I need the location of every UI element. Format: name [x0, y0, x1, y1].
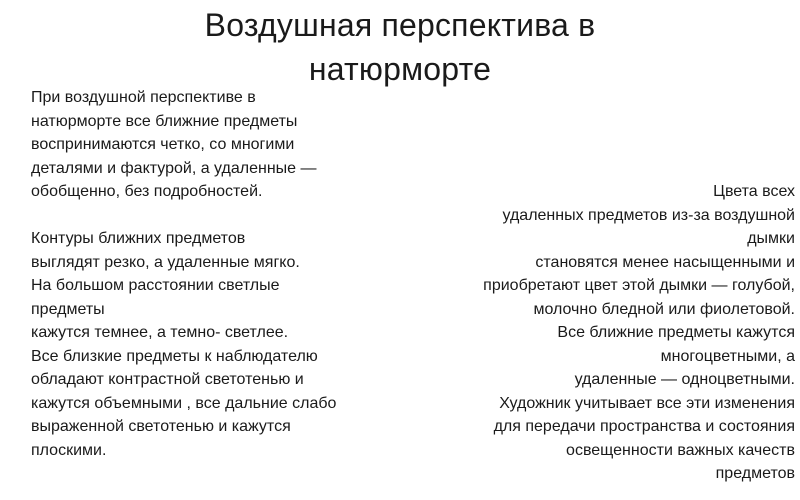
- text-line: На большом расстоянии светлые: [31, 277, 280, 294]
- text-line: удаленные — одноцветными.: [574, 371, 795, 388]
- text-line: многоцветными, а: [660, 347, 795, 365]
- text-line: предметы: [31, 300, 105, 318]
- text-line: Все ближние предметы кажутся: [557, 324, 795, 341]
- text-line: приобретают цвет этой дымки — голубой,: [483, 277, 795, 294]
- text-line: становятся менее насыщенными и: [535, 253, 795, 271]
- text-line: выраженной светотенью и кажутся: [31, 418, 291, 435]
- text-line: для передачи пространства и состояния: [493, 418, 795, 435]
- text-line: воспринимаются четко, со многими: [31, 136, 295, 153]
- text-line: натюрморте все ближние предметы: [31, 112, 298, 130]
- text-line: дымки: [747, 230, 795, 247]
- text-line: Контуры ближних предметов: [31, 230, 246, 247]
- text-line: Все близкие предметы к наблюдателю: [31, 347, 318, 365]
- text-line: При воздушной перспективе в: [31, 89, 256, 106]
- text-line: обладают контрастной светотенью и: [31, 371, 304, 388]
- left-paragraph-1: [31, 86, 421, 204]
- text-line: Художник учитывает все эти изменения: [499, 394, 795, 412]
- text-line: предметов: [715, 465, 795, 482]
- text-line: кажутся темнее, а темно- светлее.: [31, 324, 289, 341]
- text-line: обобщенно, без подробностей.: [31, 183, 263, 200]
- slide-title: Воздушная перспектива в натюрморте: [204, 7, 596, 87]
- paragraph-gap: [31, 204, 421, 228]
- text-line: освещенности важных качеств: [566, 441, 795, 459]
- right-text-column: [400, 180, 795, 486]
- left-text-column: [31, 86, 421, 462]
- left-paragraph-2: [31, 227, 421, 462]
- text-line: Цвета всех: [713, 183, 795, 200]
- text-line: молочно бледной или фиолетовой.: [533, 300, 795, 318]
- text-line: выглядят резко, а удаленные мягко.: [31, 253, 300, 271]
- text-line: плоскими.: [31, 441, 107, 459]
- text-line: удаленных предметов из-за воздушной: [502, 206, 795, 224]
- text-line: деталями и фактурой, а удаленные —: [31, 159, 317, 177]
- text-line: кажутся объемными , все дальние слабо: [31, 394, 337, 412]
